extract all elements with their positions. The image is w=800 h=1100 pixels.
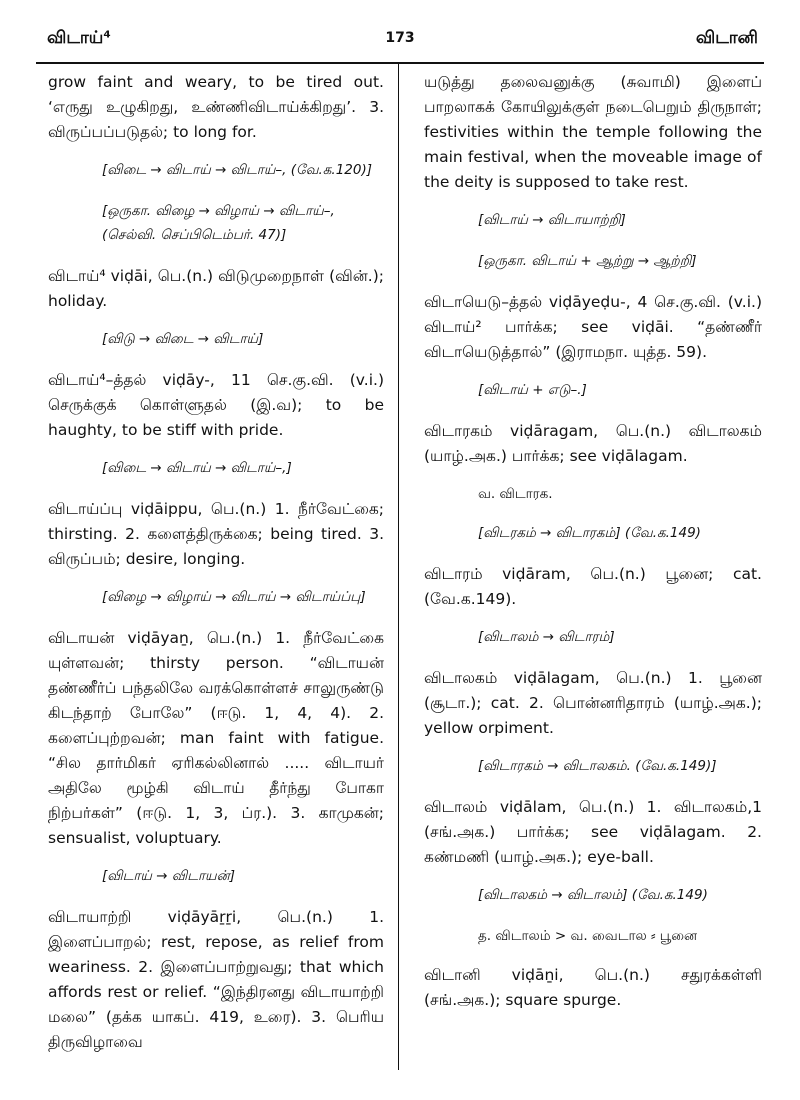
- etymology-line: [விடாய் → விடாயாற்றி]: [478, 212, 626, 228]
- header-rule: [36, 62, 764, 64]
- dictionary-entry: விடாய்⁴ viḍāi, பெ.(n.) விடுமுறைநாள் (வின்.); holiday.: [48, 267, 384, 310]
- dictionary-entry: யடுத்து தலைவனுக்கு (சுவாமி) இளைப் பாறலாகக் கோயிலுக்குள் நடைபெறும் திருநாள்; festivities within the temple following the main festival, when the moveable image of the deity is supposed to take rest.: [424, 73, 762, 191]
- cognate-note: த. விடாலம் > வ. வைடால ⸗ பூனை: [478, 928, 698, 944]
- etymology-line: [விடாரகம் → விடாலகம். (வே.க.149)]: [478, 758, 717, 774]
- etymology-line: [ஒருகா. விடாய் + ஆற்று → ஆற்றி]: [478, 253, 697, 269]
- dictionary-entry: விடானி viḍāṉi, பெ.(n.) சதுரக்கள்ளி (சங்.அக.); square spurge.: [424, 966, 762, 1009]
- etymology-line: [விடாய் → விடாயன்]: [102, 868, 235, 884]
- dictionary-entry: விடாயாற்றி viḍāyāṟṟi, பெ.(n.) 1. இளைப்பாறல்; rest, repose, as relief from weariness. 2. இளைப்பாற்றுவது; that which affords rest or relief. “இந்திரனது விடாயாற்றி மலை” (தக்க யாகப். 419, உரை). 3. பெரிய திருவிழாவை: [48, 908, 384, 1051]
- dictionary-entry: விடாயன் viḍāyaṉ, பெ.(n.) 1. நீர்வேட்கை யுள்ளவன்; thirsty person. “விடாயன் தண்ணீர்ப் பந்தலிலே வரக்கொள்ளச் சாலுருண்டு கிடந்தாற் போலே” (ஈடு. 1, 4, 4). 2. களைப்புற்றவன்; man faint with fatigue. “சில தார்மிகர் ஏரிகல்லினால் ..... விடாயர் அதிலே மூழ்கி விடாய் தீர்ந்து போகா நிற்பர்கள்” (ஈடு. 1, 3, ப்ர.). 3. காமுகன்; sensualist, voluptuary.: [48, 629, 384, 847]
- cognate-note: வ. விடாரக.: [478, 486, 553, 502]
- etymology-line: [விடை → விடாய் → விடாய்–,]: [102, 460, 292, 476]
- column-divider: [398, 64, 399, 1070]
- dictionary-entry: விடாரம் viḍāram, பெ.(n.) பூனை; cat. (வே.க.149).: [424, 565, 762, 608]
- right-column: [424, 70, 762, 1026]
- dictionary-entry: grow faint and weary, to be tired out. ‘எருது உழுகிறது, உண்ணிவிடாய்க்கிறது’. 3. விருப்பப்படுதல்; to long for.: [48, 73, 384, 141]
- etymology-line: [விடாலம் → விடாரம்]: [478, 629, 615, 645]
- page-header: [0, 28, 800, 58]
- dictionary-entry: விடாய்ப்பு viḍāippu, பெ.(n.) 1. நீர்வேட்கை; thirsting. 2. களைத்திருக்கை; being tired. 3. விருப்பம்; desire, longing.: [48, 500, 384, 568]
- etymology-line: [விடாய் + எடு–.]: [478, 382, 587, 398]
- etymology-line: [விடு → விடை → விடாய்]: [102, 331, 264, 347]
- right-running-headword: விடானி: [695, 28, 758, 48]
- dictionary-entry: விடாலகம் viḍālagam, பெ.(n.) 1. பூனை (சூடா.); cat. 2. பொன்னரிதாரம் (யாழ்.அக.); yellow orpiment.: [424, 669, 762, 737]
- page-number: 173: [385, 30, 415, 46]
- etymology-line: [விடரகம் → விடாரகம்] (வே.க.149): [478, 525, 701, 541]
- dictionary-entry: விடாலம் viḍālam, பெ.(n.) 1. விடாலகம்,1 (சங்.அக.) பார்க்க; see viḍālagam. 2. கண்மணி (யாழ்.அக.); eye-ball.: [424, 798, 762, 866]
- etymology-line: [விடை → விடாய் → விடாய்–, (வே.க.120)]: [102, 162, 373, 178]
- left-column: [48, 70, 384, 1068]
- etymology-line: [விடாலகம் → விடாலம்] (வே.க.149): [478, 887, 708, 903]
- etymology-line: [விழை → விழாய் → விடாய் → விடாய்ப்பு]: [102, 589, 366, 605]
- dictionary-entry: விடாரகம் viḍāragam, பெ.(n.) விடாலகம் (யாழ்.அக.) பார்க்க; see viḍālagam.: [424, 422, 762, 465]
- dictionary-entry: விடாயெடு–த்தல் viḍāyeḍu-, 4 செ.கு.வி. (v.i.) விடாய்² பார்க்க; see viḍāi. “தண்ணீர் விடாயெடுத்தால்” (இராமநா. யுத்த. 59).: [424, 293, 762, 361]
- etymology-line: [ஒருகா. விழை → விழாய் → விடாய்–, (செல்வி. செப்பிடெம்பர். 47)]: [102, 203, 335, 243]
- left-running-headword: விடாய்⁴: [47, 28, 111, 48]
- dictionary-entry: விடாய்⁴–த்தல் viḍāy-, 11 செ.கு.வி. (v.i.) செருக்குக் கொள்ளுதல் (இ.வ); to be haughty, to be stiff with pride.: [48, 371, 384, 439]
